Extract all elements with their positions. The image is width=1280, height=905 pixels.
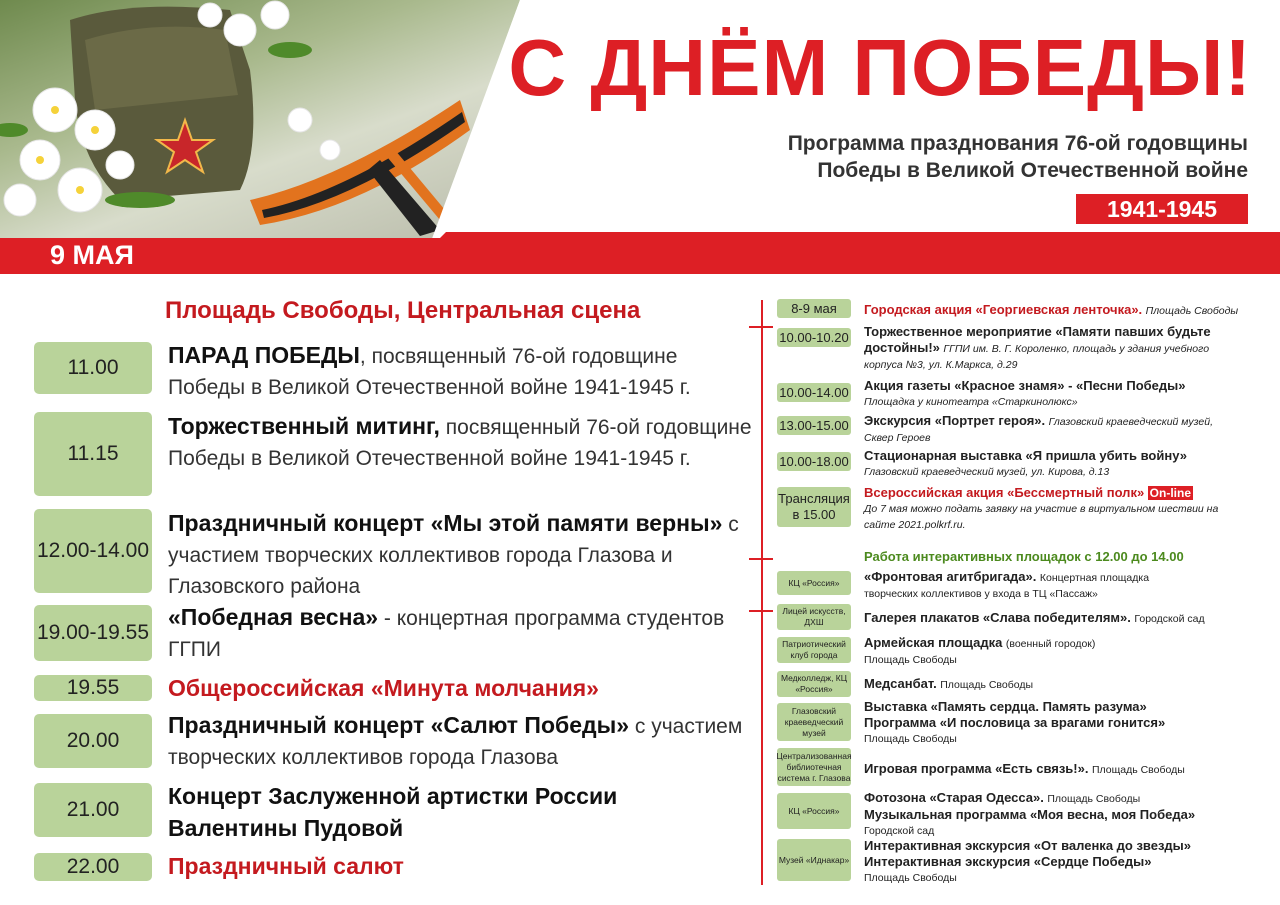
online-badge: On-line xyxy=(1149,486,1192,500)
venue-text xyxy=(864,676,1274,693)
venue-title: Интерактивная экскурсия «От валенка до звезды» xyxy=(864,838,1192,853)
time-box: 22.00 xyxy=(34,853,152,881)
divider-tick xyxy=(749,558,773,560)
venue-title: Площадь Свободы, Центральная сцена xyxy=(165,297,641,324)
divider-tick xyxy=(749,326,773,328)
interactive-venues-title: Работа интерактивных площадок с 12.00 до 14.00 xyxy=(864,549,1184,564)
right-event-text xyxy=(864,378,1274,410)
venue-text xyxy=(864,569,1204,602)
venue-text xyxy=(864,838,1274,886)
date-label: 9 МАЯ xyxy=(50,240,134,270)
event-title: «Победная весна» xyxy=(168,604,379,630)
venue-text xyxy=(864,699,1274,747)
time-box: 11.15 xyxy=(34,412,152,496)
event-detail: Площадь Свободы xyxy=(1145,305,1239,317)
venue-title: Фотозона «Старая Одесса». xyxy=(864,790,1044,805)
event-text xyxy=(168,781,638,845)
venue-title: Армейская площадка xyxy=(864,635,1003,650)
time-box: 8-9 мая xyxy=(777,299,851,318)
event-detail: Площадка у кинотеатра «Старкинолюкс» xyxy=(864,396,1078,408)
event-description: , посвященный 76-ой годовщине Победы в Великой Отечественной войне 1941-1945 г. xyxy=(168,345,691,399)
venue-title: «Фронтовая агитбригада». xyxy=(864,569,1037,584)
venue-title-2: Программа «И пословица за врагами гонится» xyxy=(864,715,1166,730)
divider-tick xyxy=(749,610,773,612)
time-box: 12.00-14.00 xyxy=(34,509,152,593)
event-title: Праздничный салют xyxy=(168,853,404,879)
venue-detail: Площадь Свободы xyxy=(1091,764,1185,776)
event-title: Акция газеты «Красное знамя» - «Песни Победы» xyxy=(864,378,1186,393)
venue-detail: Площадь Свободы xyxy=(864,654,957,666)
venue-text xyxy=(864,790,1274,839)
venue-text xyxy=(864,610,1274,627)
event-text xyxy=(168,851,758,883)
header xyxy=(0,0,1280,275)
event-text xyxy=(168,340,758,403)
place-box: Лицей искусств, ДХШ xyxy=(777,604,851,630)
venue-title-2: Музыкальная программа «Моя весна, моя Победа» xyxy=(864,807,1196,822)
event-title: Торжественный митинг, xyxy=(168,413,440,439)
venue-title: Игровая программа «Есть связь!». xyxy=(864,761,1089,776)
event-title: ПАРАД ПОБЕДЫ xyxy=(168,342,360,368)
right-event-text xyxy=(864,485,1224,533)
right-event-text xyxy=(864,448,1274,480)
event-detail: ГГПИ им. В. Г. Короленко, площадь у здания учебного корпуса №3, ул. К.Маркса, д.29 xyxy=(864,343,1210,371)
event-detail: Глазовский краеведческий музей, Сквер Героев xyxy=(864,416,1213,444)
time-box: 10.00-14.00 xyxy=(777,383,851,402)
header-photo xyxy=(0,0,520,248)
event-title: Праздничный концерт «Салют Победы» xyxy=(168,712,630,738)
subtitle xyxy=(788,130,1248,184)
right-event-text xyxy=(864,324,1244,373)
venue-detail-extra: Площадь Свободы xyxy=(1047,793,1141,805)
time-box: 19.55 xyxy=(34,675,152,701)
place-box: Медколледж, КЦ «Россия» xyxy=(777,671,851,697)
event-description: с участием творческих коллективов города Глазова xyxy=(168,715,743,769)
venue-title: Выставка «Память сердца. Память разума» xyxy=(864,699,1147,714)
event-title: Всероссийская акция «Бессмертный полк» xyxy=(864,485,1145,500)
time-box: 20.00 xyxy=(34,714,152,768)
red-band xyxy=(0,232,1280,274)
event-title: Экскурсия «Портрет героя». xyxy=(864,413,1046,428)
venue-detail: Концертная площадка творческих коллективов у входа в ТЦ «Пассаж» xyxy=(864,572,1150,600)
right-event-text xyxy=(864,413,1244,446)
event-text xyxy=(168,411,758,474)
event-detail: До 7 мая можно подать заявку на участие в виртуальном шествии на сайте 2021.polkrf.ru. xyxy=(864,503,1219,531)
venue-detail: Городской сад xyxy=(1134,613,1205,625)
event-description: посвященный 76-ой годовщине Победы в Великой Отечественной войне 1941-1945 г. xyxy=(168,416,752,470)
venue-detail: Площадь Свободы xyxy=(864,872,957,884)
time-box: 21.00 xyxy=(34,783,152,837)
event-title: Торжественное мероприятие «Памяти павших будьте достойны!» xyxy=(864,324,1211,355)
event-title: Стационарная выставка «Я пришла убить войну» xyxy=(864,448,1187,463)
venue-title: Медсанбат. xyxy=(864,676,937,691)
venue-detail: Городской сад xyxy=(864,825,935,837)
place-box: Централизованная библиотечная система г. Глазова xyxy=(777,748,851,786)
venue-title: Галерея плакатов «Слава победителям». xyxy=(864,610,1131,625)
column-divider xyxy=(761,300,763,885)
time-box: 11.00 xyxy=(34,342,152,394)
time-box: 10.00-18.00 xyxy=(777,452,851,471)
time-box: 10.00-10.20 xyxy=(777,328,851,347)
place-box: Глазовский краеведческий музей xyxy=(777,703,851,741)
event-description: - концертная программа студентов ГГПИ xyxy=(168,607,725,661)
event-text xyxy=(168,673,758,705)
event-text xyxy=(168,710,758,773)
time-box: Трансляция в 15.00 xyxy=(777,487,851,527)
time-box: 19.00-19.55 xyxy=(34,605,152,661)
event-title: Концерт Заслуженной артистки России Валентины Пудовой xyxy=(168,783,618,841)
event-text xyxy=(168,508,758,602)
main-title: С ДНЁМ ПОБЕДЫ! xyxy=(508,23,1252,112)
years-badge: 1941-1945 xyxy=(1076,194,1248,224)
time-box: 13.00-15.00 xyxy=(777,416,851,435)
venue-title-2: Интерактивная экскурсия «Сердце Победы» xyxy=(864,854,1152,869)
right-event-text xyxy=(864,302,1274,319)
venue-detail-extra: (военный городок) xyxy=(1005,638,1096,650)
venue-detail: Площадь Свободы xyxy=(864,733,957,745)
subtitle-line-2: Победы в Великой Отечественной войне xyxy=(817,159,1248,182)
place-box: Музей «Иднакар» xyxy=(777,839,851,881)
event-detail: Глазовский краеведческий музей, ул. Кирова, д.13 xyxy=(864,466,1110,478)
event-title: Городская акция «Георгиевская ленточка». xyxy=(864,302,1143,317)
place-box: КЦ «Россия» xyxy=(777,793,851,829)
subtitle-line-1: Программа празднования 76-ой годовщины xyxy=(787,132,1248,155)
event-title: Общероссийская «Минута молчания» xyxy=(168,675,599,701)
event-description: с участием творческих коллективов города Глазова и Глазовского района xyxy=(168,513,739,598)
place-box: Патриотический клуб города xyxy=(777,637,851,663)
event-title: Праздничный концерт «Мы этой памяти верны» xyxy=(168,510,723,536)
event-text xyxy=(168,602,758,665)
venue-text xyxy=(864,635,1274,668)
place-box: КЦ «Россия» xyxy=(777,571,851,595)
venue-detail: Площадь Свободы xyxy=(940,679,1034,691)
venue-text xyxy=(864,761,1274,778)
cap-and-flowers-illustration xyxy=(0,0,520,248)
